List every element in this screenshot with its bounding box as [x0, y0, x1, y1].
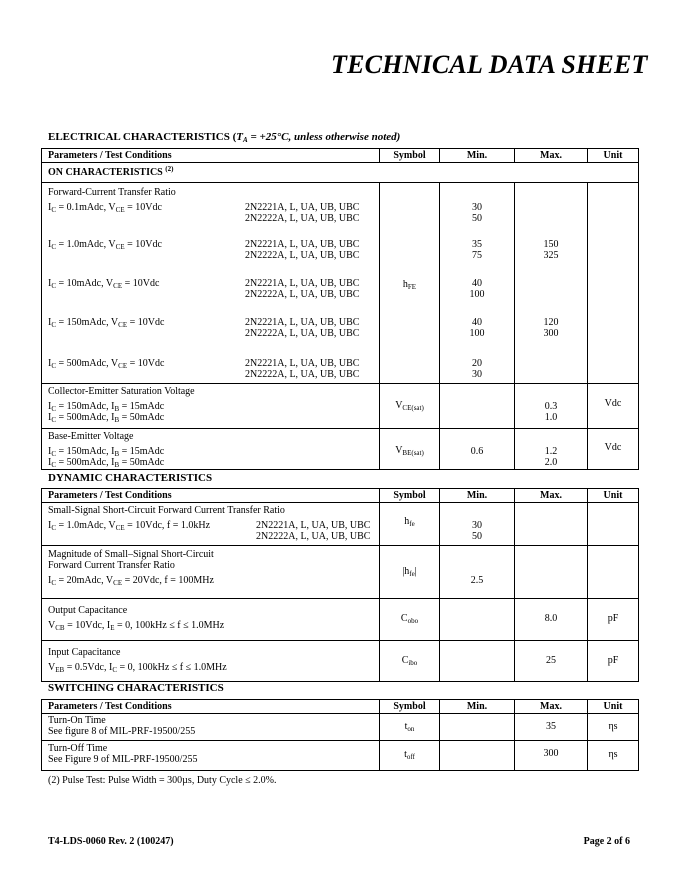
col-header-unit: Unit — [588, 149, 639, 163]
hfe-max-4b: 300 — [543, 328, 559, 339]
hfe-min-4b: 100 — [469, 328, 485, 339]
turn-on-symbol-cell — [380, 714, 440, 741]
vbe-sat-unit: Vdc — [604, 442, 622, 453]
on-characteristics-row — [42, 163, 639, 183]
hfe-dev-4b: 2N2222A, L, UA, UB, UBC — [245, 328, 360, 339]
magnitude-cond: $I_C$ = 20mAdc, $V_{CE} = 20Vdc$, f = 100MHz — [48, 575, 214, 587]
hfe-dev-2a: 2N2221A, L, UA, UB, UBC — [245, 239, 360, 250]
vbe-sat-param-cell — [42, 429, 380, 470]
hfe-unit-cell — [588, 183, 639, 384]
footer-page-number: Page 2 of 6 — [583, 836, 630, 847]
small-signal-title: Small-Signal Short-Circuit Forward Current Transfer Ratio — [48, 505, 285, 516]
hfe-min-cell — [440, 183, 515, 384]
hfe-dev-2b: 2N2222A, L, UA, UB, UBC — [245, 250, 360, 261]
turn-off-param-cell — [42, 741, 380, 771]
hfe-max-2a: 150 — [543, 239, 559, 250]
hfe-dev-1b: 2N2222A, L, UA, UB, UBC — [245, 213, 360, 224]
dynamic-table — [41, 488, 639, 682]
col-header-unit: Unit — [588, 700, 639, 714]
small-signal-dev-1: 2N2221A, L, UA, UB, UBC — [256, 520, 371, 531]
small-signal-min-2: 50 — [472, 531, 482, 542]
turn-off-min-cell — [440, 741, 515, 771]
hfe-min-1b: 50 — [472, 213, 482, 224]
turn-on-symbol: $t_{on}$ — [404, 721, 415, 733]
turn-off-ref: See Figure 9 of MIL-PRF-19500/255 — [48, 754, 198, 765]
magnitude-symbol-cell — [380, 546, 440, 599]
turn-on-row — [42, 714, 639, 741]
turn-on-param-cell — [42, 714, 380, 741]
vce-sat-unit: Vdc — [604, 398, 622, 409]
hfe-min-4a: 40 — [472, 317, 482, 328]
turn-on-max: 35 — [546, 721, 556, 732]
cobo-unit: pF — [607, 613, 619, 624]
cibo-unit: pF — [607, 655, 619, 666]
electrical-heading: ELECTRICAL CHARACTERISTICS ($T_A = +25^\circ C$, unless otherwise noted) — [48, 131, 401, 144]
small-signal-cond: $I_C$ = 1.0mAdc, $V_{CE} = 10Vdc$, f = 1.0kHz — [48, 520, 211, 532]
hfe-dev-5a: 2N2221A, L, UA, UB, UBC — [245, 358, 360, 369]
cobo-unit-cell — [588, 599, 639, 641]
col-header-param: Parameters / Test Conditions — [42, 489, 380, 503]
magnitude-title-1: Magnitude of Small–Signal Short-Circuit — [48, 549, 214, 560]
magnitude-row — [42, 546, 639, 599]
small-signal-unit-cell — [588, 503, 639, 546]
small-signal-min-cell — [440, 503, 515, 546]
hfe-cond-1: $I_C$ = 0.1mAdc, $V_{CE} = 10Vdc$ — [48, 202, 162, 214]
vbe-sat-max-2: 2.0 — [544, 457, 558, 468]
vce-sat-unit-cell — [588, 384, 639, 429]
vce-sat-cond-2: $I_C$ = 500mAdc, $I_B$ = 50mAdc — [48, 412, 165, 424]
magnitude-symbol: $|h_{fe}|$ — [402, 566, 417, 578]
cobo-min-cell — [440, 599, 515, 641]
hfe-title: Forward-Current Transfer Ratio — [48, 187, 176, 198]
hfe-max-4a: 120 — [543, 317, 559, 328]
footer-doc-id: T4-LDS-0060 Rev. 2 (100247) — [48, 836, 174, 847]
hfe-min-3b: 100 — [469, 289, 485, 300]
hfe-dev-3a: 2N2221A, L, UA, UB, UBC — [245, 278, 360, 289]
vce-sat-cond-1: $I_C$ = 150mAdc, $I_B$ = 15mAdc — [48, 401, 165, 413]
cobo-title: Output Capacitance — [48, 605, 128, 616]
vbe-sat-symbol: $V_{BE(sat)}$ — [395, 445, 424, 457]
cobo-param-cell — [42, 599, 380, 641]
cobo-cond: $V_{CB} = 10Vdc$, $I_E = 0$, 100kHz ≤ f ≤ 1.0MHz — [48, 620, 225, 632]
hfe-min-2b: 75 — [472, 250, 482, 261]
vbe-sat-min-cell — [440, 429, 515, 470]
vce-sat-max-2: 1.0 — [544, 412, 558, 423]
turn-on-title: Turn-On Time — [48, 715, 106, 726]
turn-on-ref: See figure 8 of MIL-PRF-19500/255 — [48, 726, 196, 737]
hfe-max-cell — [515, 183, 588, 384]
vbe-sat-cond-2: $I_C$ = 500mAdc, $I_B$ = 50mAdc — [48, 457, 165, 469]
small-signal-symbol: $h_{fe}$ — [404, 516, 415, 528]
hfe-param-cell — [42, 183, 380, 384]
cibo-param-cell — [42, 641, 380, 682]
electrical-table — [41, 148, 639, 470]
hfe-row — [42, 183, 639, 384]
cibo-max-cell — [515, 641, 588, 682]
cibo-cond: $V_{EB} = 0.5Vdc$, $I_C = 0$, 100kHz ≤ f ≤ 1.0MHz — [48, 662, 227, 674]
col-header-unit: Unit — [588, 489, 639, 503]
cibo-title: Input Capacitance — [48, 647, 121, 658]
col-header-min: Min. — [440, 489, 515, 503]
turn-on-max-cell — [515, 714, 588, 741]
vce-sat-max-cell — [515, 384, 588, 429]
col-header-max: Max. — [515, 149, 588, 163]
switching-heading: SWITCHING CHARACTERISTICS — [48, 682, 224, 694]
switching-table — [41, 699, 639, 771]
cobo-max-cell — [515, 599, 588, 641]
vce-sat-symbol: $V_{CE(sat)}$ — [395, 400, 424, 412]
turn-off-max: 300 — [543, 748, 559, 759]
small-signal-dev-2: 2N2222A, L, UA, UB, UBC — [256, 531, 371, 542]
col-header-max: Max. — [515, 489, 588, 503]
hfe-dev-3b: 2N2222A, L, UA, UB, UBC — [245, 289, 360, 300]
hfe-cond-2: $I_C$ = 1.0mAdc, $V_{CE} = 10Vdc$ — [48, 239, 162, 251]
small-signal-min-1: 30 — [472, 520, 482, 531]
col-header-min: Min. — [440, 149, 515, 163]
hfe-max-2b: 325 — [543, 250, 559, 261]
turn-on-unit: ηs — [608, 721, 618, 732]
hfe-min-2a: 35 — [472, 239, 482, 250]
col-header-max: Max. — [515, 700, 588, 714]
cibo-symbol-cell — [380, 641, 440, 682]
small-signal-row — [42, 503, 639, 546]
vce-sat-symbol-cell — [380, 384, 440, 429]
vbe-sat-symbol-cell — [380, 429, 440, 470]
cobo-max: 8.0 — [544, 613, 558, 624]
turn-off-row — [42, 741, 639, 771]
table-header-row — [42, 149, 639, 163]
page-title: TECHNICAL DATA SHEET — [331, 50, 648, 79]
cibo-min-cell — [440, 641, 515, 682]
cobo-row — [42, 599, 639, 641]
vce-sat-title: Collector-Emitter Saturation Voltage — [48, 386, 195, 397]
small-signal-param-cell — [42, 503, 380, 546]
cobo-symbol-cell — [380, 599, 440, 641]
vbe-sat-min: 0.6 — [470, 446, 484, 457]
col-header-symbol: Symbol — [380, 149, 440, 163]
small-signal-max-cell — [515, 503, 588, 546]
hfe-dev-5b: 2N2222A, L, UA, UB, UBC — [245, 369, 360, 380]
magnitude-min: 2.5 — [470, 575, 484, 586]
col-header-param: Parameters / Test Conditions — [42, 149, 380, 163]
turn-off-symbol: $t_{off}$ — [404, 749, 415, 761]
hfe-symbol-cell — [380, 183, 440, 384]
cibo-symbol: $C_{ibo}$ — [401, 655, 418, 667]
turn-off-max-cell — [515, 741, 588, 771]
vce-sat-min-cell — [440, 384, 515, 429]
col-header-symbol: Symbol — [380, 700, 440, 714]
hfe-min-5a: 20 — [472, 358, 482, 369]
magnitude-param-cell — [42, 546, 380, 599]
hfe-cond-5: $I_C$ = 500mAdc, $V_{CE} = 10Vdc$ — [48, 358, 165, 370]
hfe-min-5b: 30 — [472, 369, 482, 380]
col-header-symbol: Symbol — [380, 489, 440, 503]
hfe-cond-3: $I_C$ = 10mAdc, $V_{CE} = 10Vdc$ — [48, 278, 160, 290]
table-header-row — [42, 489, 639, 503]
hfe-min-3a: 40 — [472, 278, 482, 289]
vbe-sat-cond-1: $I_C$ = 150mAdc, $I_B$ = 15mAdc — [48, 446, 165, 458]
vbe-sat-row — [42, 429, 639, 470]
hfe-symbol: $h_{FE}$ — [402, 279, 417, 291]
vbe-sat-max-cell — [515, 429, 588, 470]
turn-off-unit: ηs — [608, 749, 618, 760]
cibo-max: 25 — [546, 655, 556, 666]
on-characteristics-label: ON CHARACTERISTICS $^{(2)}$ — [42, 163, 639, 183]
table-header-row — [42, 700, 639, 714]
magnitude-title-2: Forward Current Transfer Ratio — [48, 560, 175, 571]
turn-on-unit-cell — [588, 714, 639, 741]
vbe-sat-max-1: 1.2 — [544, 446, 558, 457]
hfe-min-1a: 30 — [472, 202, 482, 213]
cobo-symbol: $C_{obo}$ — [400, 613, 419, 625]
magnitude-max-cell — [515, 546, 588, 599]
turn-on-min-cell — [440, 714, 515, 741]
cibo-unit-cell — [588, 641, 639, 682]
col-header-param: Parameters / Test Conditions — [42, 700, 380, 714]
vce-sat-row — [42, 384, 639, 429]
pulse-test-note: (2) Pulse Test: Pulse Width = 300µs, Duty Cycle ≤ 2.0%. — [48, 775, 277, 786]
vce-sat-param-cell — [42, 384, 380, 429]
vbe-sat-unit-cell — [588, 429, 639, 470]
magnitude-min-cell — [440, 546, 515, 599]
vbe-sat-title: Base-Emitter Voltage — [48, 431, 134, 442]
hfe-cond-4: $I_C$ = 150mAdc, $V_{CE} = 10Vdc$ — [48, 317, 165, 329]
turn-off-unit-cell — [588, 741, 639, 771]
col-header-min: Min. — [440, 700, 515, 714]
hfe-dev-1a: 2N2221A, L, UA, UB, UBC — [245, 202, 360, 213]
small-signal-symbol-cell — [380, 503, 440, 546]
dynamic-heading: DYNAMIC CHARACTERISTICS — [48, 472, 213, 484]
vce-sat-max-1: 0.3 — [544, 401, 558, 412]
turn-off-title: Turn-Off Time — [48, 743, 108, 754]
turn-off-symbol-cell — [380, 741, 440, 771]
magnitude-unit-cell — [588, 546, 639, 599]
hfe-dev-4a: 2N2221A, L, UA, UB, UBC — [245, 317, 360, 328]
cibo-row — [42, 641, 639, 682]
